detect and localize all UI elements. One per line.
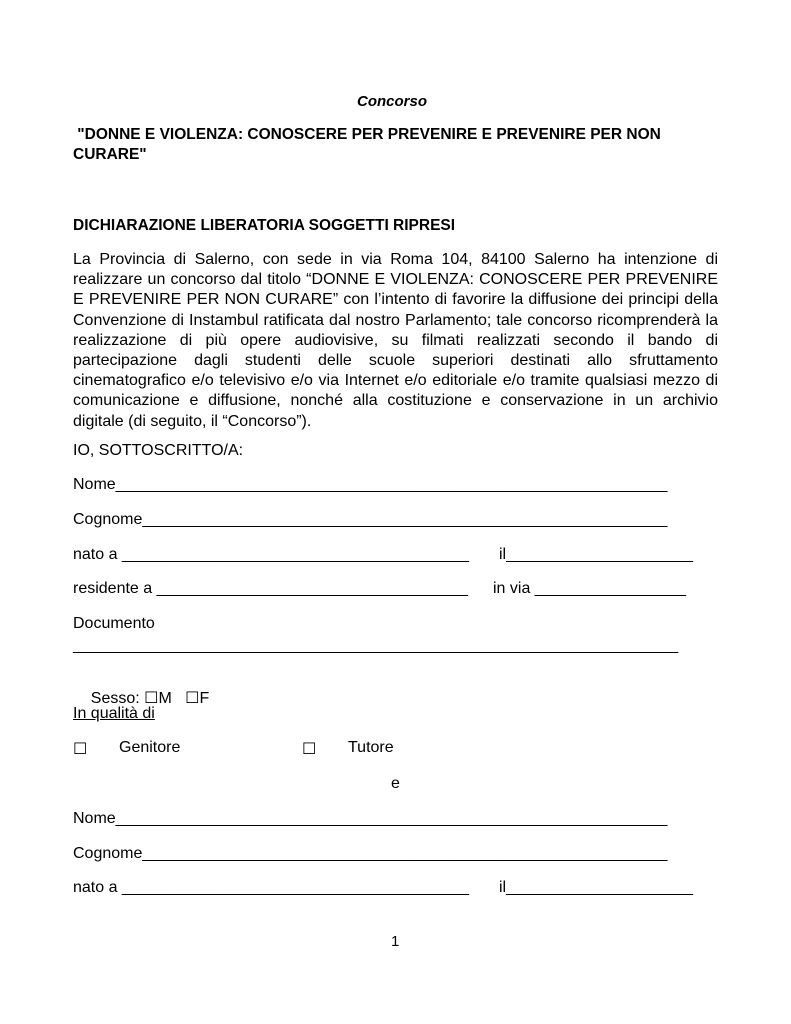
contest-label: Concorso	[357, 93, 428, 110]
nato-a-field[interactable]: nato a _______________________________________	[73, 546, 469, 563]
sesso-m-label: M	[158, 690, 172, 707]
sesso-f-label: F	[199, 690, 210, 707]
nato-a-field-2[interactable]: nato a _______________________________________	[73, 879, 469, 896]
contest-title-line-2: CURARE"	[73, 146, 147, 163]
in-via-field[interactable]: in via _________________	[493, 580, 687, 597]
io-sottoscritto-label: IO, SOTTOSCRITTO/A:	[73, 442, 244, 459]
sesso-label: Sesso:	[90, 690, 145, 707]
checkbox-f[interactable]: ☐	[185, 688, 200, 707]
data-nascita-field[interactable]: il_____________________	[499, 546, 693, 563]
documento-field[interactable]: ____________________________________________________________________	[73, 637, 679, 654]
checkbox-genitore[interactable]: ☐	[73, 739, 88, 758]
intro-paragraph: La Provincia di Salerno, con sede in via Roma 104, 84100 Salerno ha intenzione di realizzare un concorso dal titolo “DONNE E VIOLENZA: CONOSCERE PER PREVENIRE E PREVENIRE PER NON CURARE” con l’intento di favorire la diffusione dei principi della Convenzione di Instambul ratificata dal nostro Parlamento; tale concorso ricomprenderà la realizzazione di più opere audiovisive, su filmati realizzati secondo il bando di partecipazione dagli studenti delle scuole superiori destinati allo sfruttamento cinematografico e/o televisivo e/o via Internet e/o editoriale e/o tramite qualsiasi mezzo di comunicazione e diffusione, nonché alla costituzione e conservazione in un archivio digitale (di seguito, il “Concorso”).	[73, 251, 718, 430]
conjunction-e: e	[391, 775, 400, 792]
section-title: DICHIARAZIONE LIBERATORIA SOGGETTI RIPRESI	[73, 217, 456, 234]
contest-title-line-1: "DONNE E VIOLENZA: CONOSCERE PER PREVENIRE E PREVENIRE PER NON	[73, 126, 661, 143]
genitore-label: Genitore	[119, 739, 181, 756]
cognome-field-2[interactable]: Cognome___________________________________________________________	[73, 845, 668, 862]
nome-field-2[interactable]: Nome______________________________________________________________	[73, 810, 668, 827]
checkbox-m[interactable]: ☐	[144, 688, 159, 707]
page-number: 1	[391, 933, 400, 950]
cognome-field[interactable]: Cognome___________________________________________________________	[73, 511, 668, 528]
checkbox-tutore[interactable]: ☐	[302, 739, 317, 758]
nome-field[interactable]: Nome______________________________________________________________	[73, 476, 668, 493]
data-nascita-field-2[interactable]: il_____________________	[499, 879, 693, 896]
in-qualita-di-label: In qualità di	[73, 705, 155, 722]
tutore-label: Tutore	[348, 739, 394, 756]
documento-label: Documento	[73, 615, 155, 632]
residente-a-field[interactable]: residente a ___________________________________	[73, 580, 469, 597]
